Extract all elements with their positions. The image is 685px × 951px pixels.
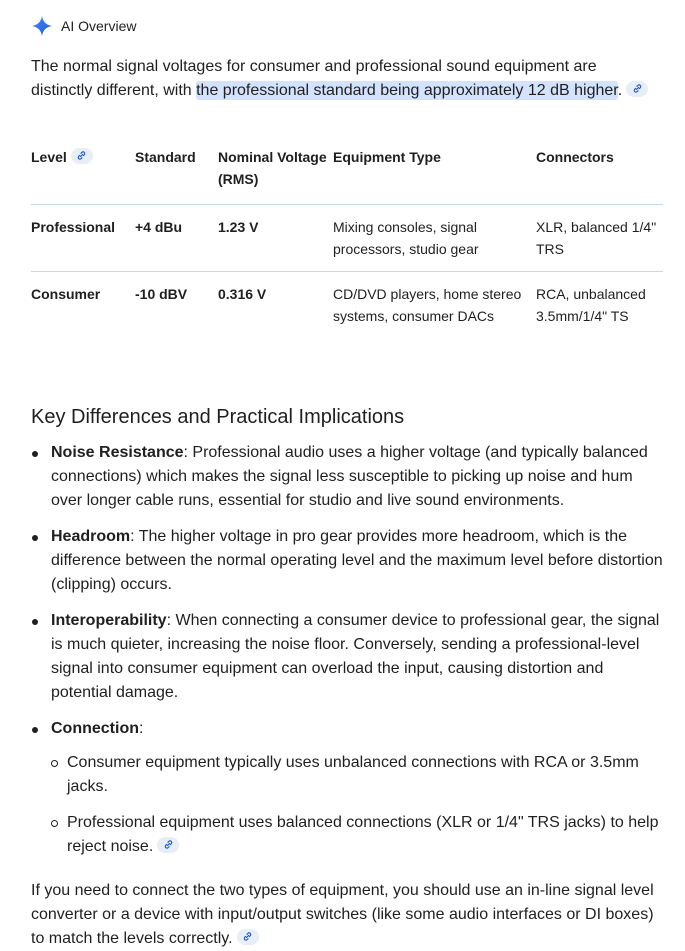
- source-link-chip[interactable]: [626, 81, 648, 97]
- list-item-term: Connection: [51, 720, 139, 737]
- col-header-voltage: Nominal Voltage (RMS): [218, 149, 327, 187]
- table-row: [31, 272, 663, 339]
- list-item: [31, 717, 663, 859]
- link-icon: [76, 150, 87, 161]
- cell-level: Consumer: [31, 272, 135, 339]
- source-link-chip[interactable]: [157, 837, 179, 853]
- list-item: [31, 609, 663, 705]
- intro-text: The normal signal voltages for consumer and professional sound equipment are distinctly different, with: [31, 58, 597, 99]
- cell-connectors: RCA, unbalanced 3.5mm/1/4" TS: [536, 272, 663, 339]
- link-icon: [163, 839, 174, 850]
- link-icon: [242, 931, 253, 942]
- list-item: [31, 441, 663, 513]
- cell-standard: +4 dBu: [135, 205, 218, 272]
- list-item-term: Noise Resistance: [51, 444, 184, 461]
- table-header-row: [31, 144, 663, 205]
- col-header-equipment: Equipment Type: [333, 149, 441, 165]
- ai-overview-label: AI Overview: [61, 18, 137, 34]
- cell-equipment: Mixing consoles, signal processors, studio gear: [333, 205, 536, 272]
- list-item-text: : Professional audio uses a higher voltage (and typically balanced connections) which makes the signal less susceptible to picking up noise and hum over longer cable runs, essential for studio and live sound environments.: [51, 444, 648, 509]
- section-heading: Key Differences and Practical Implications: [31, 406, 405, 428]
- list-item-term: Interoperability: [51, 612, 167, 629]
- outro-paragraph: If you need to connect the two types of equipment, you should use an in-line signal level converter or a device with input/output switches (like some audio interfaces or DI boxes) to match the levels correctly.: [31, 882, 654, 947]
- intro-end: .: [617, 82, 623, 99]
- list-item-text: :: [139, 720, 144, 737]
- intro-highlight[interactable]: the professional standard being approximately 12 dB higher: [196, 82, 618, 99]
- list-item: [31, 525, 663, 597]
- gemini-sparkle-icon: [31, 15, 53, 37]
- source-link-chip[interactable]: [237, 929, 259, 945]
- cell-standard: -10 dBV: [135, 272, 218, 339]
- col-header-standard: Standard: [135, 149, 196, 165]
- list-item-text: : When connecting a consumer device to professional gear, the signal is much quieter, increasing the noise floor. Conversely, sending a professional-level signal into consumer equipment can overload the input, causing distortion and potential damage.: [51, 612, 660, 701]
- table-row: [31, 205, 663, 272]
- link-icon: [632, 83, 643, 94]
- col-header-level: Level: [31, 144, 135, 205]
- intro-paragraph: [31, 55, 651, 103]
- ai-overview-header: [31, 13, 136, 39]
- signal-level-table: [31, 144, 663, 338]
- key-differences-list: [31, 441, 663, 871]
- connection-sublist: [51, 751, 663, 859]
- source-link-chip[interactable]: [71, 148, 93, 164]
- list-item-text: : The higher voltage in pro gear provides more headroom, which is the difference between the normal operating level and the maximum level before distortion (clipping) occurs.: [51, 528, 663, 593]
- sublist-item: Professional equipment uses balanced connections (XLR or 1/4" TRS jacks) to help reject noise.: [51, 811, 663, 859]
- col-header-connectors: Connectors: [536, 149, 614, 165]
- cell-equipment: CD/DVD players, home stereo systems, consumer DACs: [333, 272, 536, 339]
- sublist-item: Consumer equipment typically uses unbalanced connections with RCA or 3.5mm jacks.: [51, 751, 663, 799]
- cell-voltage: 1.23 V: [218, 205, 333, 272]
- list-item-term: Headroom: [51, 528, 131, 545]
- cell-connectors: XLR, balanced 1/4" TRS: [536, 205, 663, 272]
- cell-level: Professional: [31, 205, 135, 272]
- cell-voltage: 0.316 V: [218, 272, 333, 339]
